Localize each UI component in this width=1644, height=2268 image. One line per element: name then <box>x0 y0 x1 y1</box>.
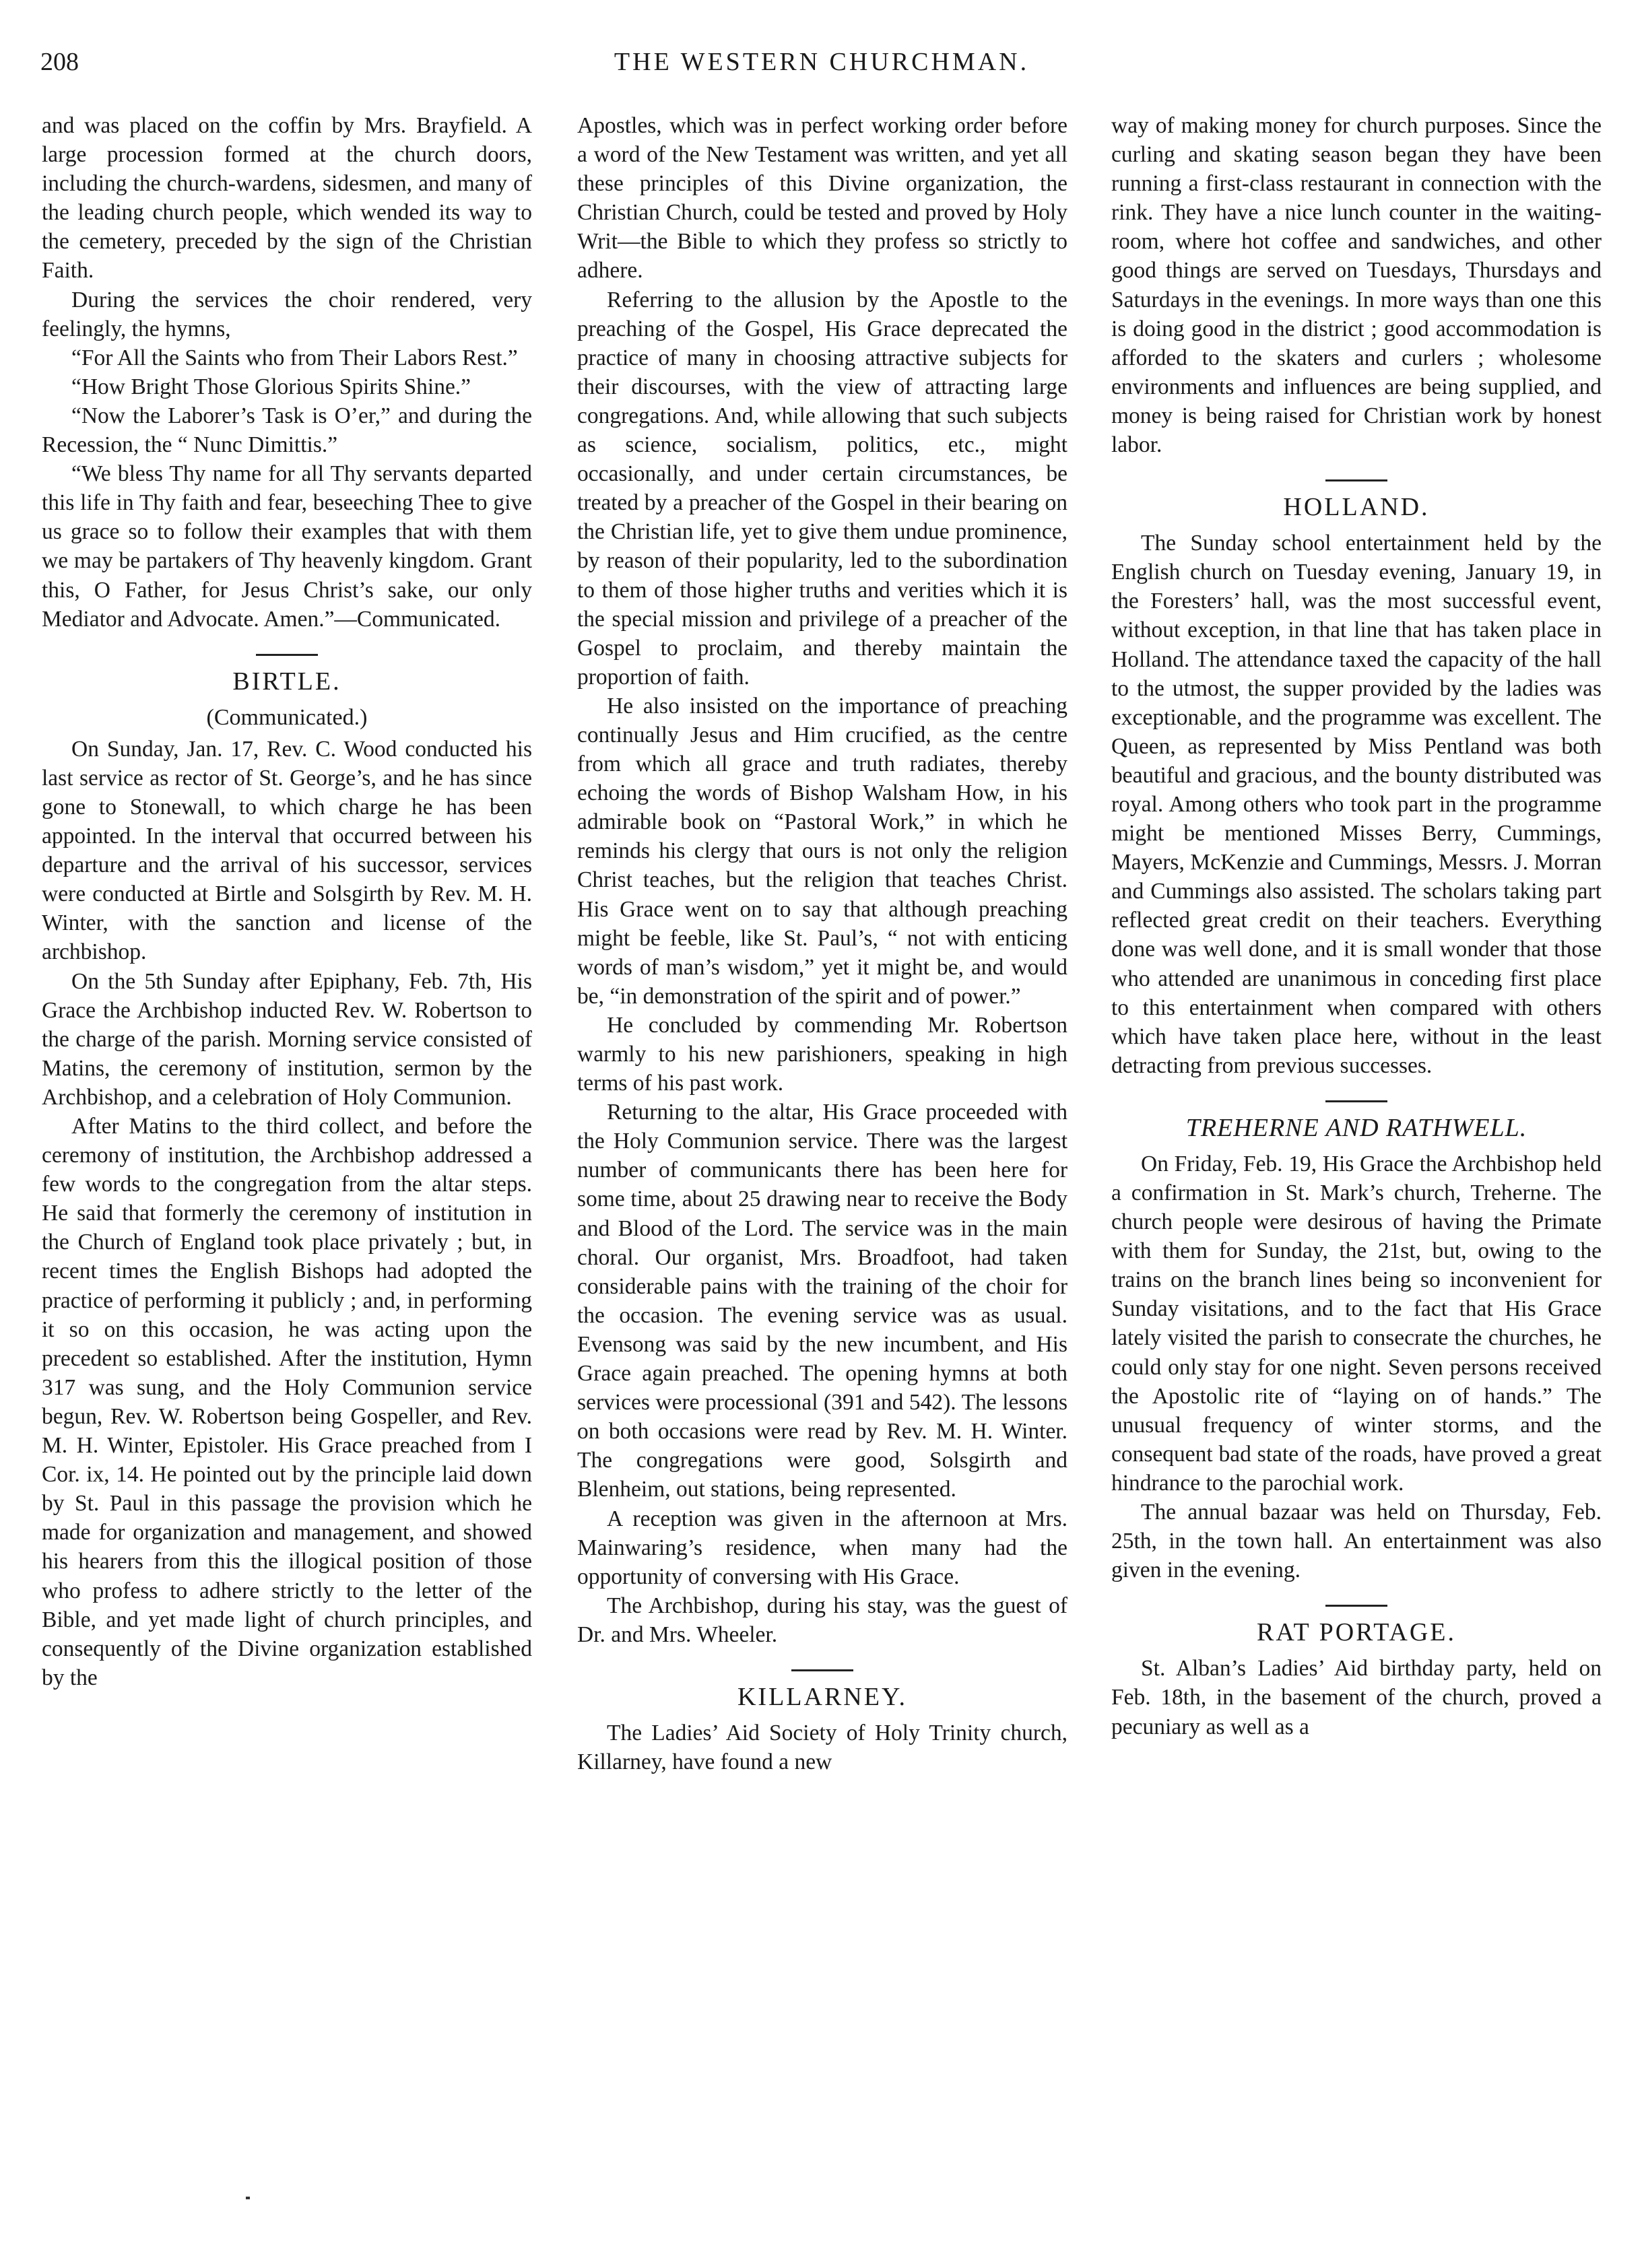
column-2 <box>577 111 1067 2192</box>
hymn-title: “Now the Laborer’s Task is O’er,” and during the Recession, the “ Nunc Dimittis.” <box>42 403 532 458</box>
section-heading-treherne: TREHERNE AND RATHWELL. <box>1185 1113 1527 1142</box>
print-smudge <box>246 2197 250 2199</box>
paragraph: A reception was given in the afternoon at Mrs. Mainwaring’s residence, when many had the opportunity of conversing with His Grace. <box>577 1506 1067 1589</box>
column-3 <box>1111 111 1602 2192</box>
prayer: “We bless Thy name for all Thy servants departed this life in Thy faith and fear, beseeching Thee to give us grace so to follow their examples that with them we may be partakers of Thy heavenly kingdom. Grant this, O Father, for Jesus Christ’s sake, our only Mediator and Advocate. Amen.”—Communicated. <box>42 461 532 632</box>
section-divider <box>256 654 318 656</box>
hymn-title: “For All the Saints who from Their Labors Rest.” <box>71 345 518 370</box>
paragraph: St. Alban’s Ladies’ Aid birthday party, held on Feb. 18th, in the basement of the church, proved a pecuniary as well as a <box>1111 1656 1602 1739</box>
section-heading-rat-portage: RAT PORTAGE. <box>1256 1618 1456 1647</box>
paragraph: During the services the choir rendered, very feelingly, the hymns, <box>42 287 532 341</box>
section-subheading: (Communicated.) <box>206 704 368 730</box>
paragraph: He concluded by commending Mr. Robertson warmly to his new parishioners, speaking in high terms of his past work. <box>577 1012 1067 1096</box>
paragraph: He also insisted on the importance of preaching continually Jesus and Him crucified, as the centre from which all grace and truth radiates, thereby echoing the words of Bishop Walsham How, in his admirable book on “Pastoral Work,” in which he reminds his clergy that ours is not only the religion Christ teaches, but the religion that teaches Christ. His Grace went on to say that although preaching might be feeble, like St. Paul’s, “ not with enticing words of man’s wisdom,” yet it might be, and would be, “in demonstration of the spirit and of power.” <box>577 693 1067 1009</box>
paragraph: The Sunday school entertainment held by the English church on Tuesday evening, January 19, in the Foresters’ hall, was the most successful event, without exception, in that line that has taken place in Holland. The attendance taxed the capacity of the hall to the utmost, the supper provided by the ladies was exceptionable, and the programme was excellent. The Queen, as represented by Miss Pentland was both beautiful and gracious, and the bounty distributed was royal. Among others who took part in the programme might be mentioned Misses Berry, Cummings, Mayers, McKenzie and Cummings, Messrs. J. Morran and Cummings also assisted. The scholars taking part reflected great credit on their teachers. Everything done was well done, and it is small wonder that those who attended are unanimous in conceding first place to this entertainment when compared with others which have taken place here, without in the least detracting from previous successes. <box>1111 531 1602 1078</box>
paragraph: Returning to the altar, His Grace proceeded with the Holy Communion service. There was the largest number of communicants there has been here for some time, about 25 drawing near to receive the Body and Blood of the Lord. The service was in the main choral. Our organist, Mrs. Broadfoot, had taken considerable pains with the training of the choir for the occasion. The evening service was as usual. Evensong was said by the new incumbent, and His Grace again preached. The opening hymns at both services were processional (391 and 542). The lessons on both occasions were read by Rev. M. H. Winter. The congregations were good, Solsgirth and Blenheim, out stations, being represented. <box>577 1100 1067 1502</box>
paragraph: way of making money for church purposes. Since the curling and skating season began they have been running a first-class restaurant in connection with the rink. They have a nice lunch counter in the waiting-room, where hot coffee and sandwiches, and other good things are served on Tuesdays, Thursdays and Saturdays in the evenings. In more ways than one this is doing good in the district ; good accommodation is afforded to the skaters and curlers ; wholesome environments and influences are being supplied, and money is being raised for Christian work by honest labor. <box>1111 113 1602 458</box>
section-divider <box>791 1669 853 1671</box>
section-heading-holland: HOLLAND. <box>1283 493 1430 522</box>
paragraph: and was placed on the coffin by Mrs. Brayfield. A large procession formed at the church doors, including the church-wardens, sidesmen, and many of the leading church people, which wended its way to the cemetery, preceded by the sign of the Christian Faith. <box>42 113 532 284</box>
paragraph: On Sunday, Jan. 17, Rev. C. Wood conducted his last service as rector of St. George’s, and he has since gone to Stonewall, to which charge he has been appointed. In the interval that occurred between his departure and the arrival of his successor, services were conducted at Birtle and Solsgirth by Rev. M. H. Winter, with the sanction and license of the archbishop. <box>42 736 532 965</box>
paragraph: On Friday, Feb. 19, His Grace the Archbishop held a confirmation in St. Mark’s church, Treherne. The church people were desirous of having the Primate with them for Sunday, the 21st, but, owing to the trains on the branch lines being so inconvenient for Sunday visitations, and to the fact that His Grace lately visited the parish to consecrate the churches, he could only stay for one night. Seven persons received the Apostolic rite of “laying on of hands.” The unusual frequency of winter storms, and the consequent bad state of the roads, have proved a great hindrance to the parochial work. <box>1111 1151 1602 1496</box>
hymn-title: “How Bright Those Glorious Spirits Shine.” <box>71 374 471 399</box>
paragraph: Referring to the allusion by the Apostle to the preaching of the Gospel, His Grace deprecated the practice of many in choosing attractive subjects for their discourses, with the view of attracting large congregations. And, while allowing that such subjects as science, socialism, politics, etc., might occasionally, and under certain circumstances, be treated by a preacher of the Gospel in their bearing on the Christian life, yet to give them undue prominence, by reason of their popularity, led to the subordination to them of those higher truths and verities which it is the special mission and privilege of a preacher of the Gospel to proclaim, and thereby maintain the proportion of faith. <box>577 287 1067 690</box>
paragraph: The annual bazaar was held on Thursday, Feb. 25th, in the town hall. An entertainment was also given in the evening. <box>1111 1500 1602 1583</box>
paragraph: After Matins to the third collect, and before the ceremony of institution, the Archbishop addressed a few words to the congregation from the altar steps. He said that formerly the ceremony of institution in the Church of England took place privately ; but, in recent times the English Bishops had adopted the practice of performing it publicly ; and, in performing it so on this occasion, he was acting upon the precedent so established. After the institution, Hymn 317 was sung, and the Holy Communion service begun, Rev. W. Robertson being Gospeller, and Rev. M. H. Winter, Epistoler. His Grace preached from I Cor. ix, 14. He pointed out by the principle laid down by St. Paul in this passage the provision which he made for organization and management, and showed his hearers from this the illogical position of those who profess to adhere strictly to the letter of the Bible, and yet made light of church principles, and consequently of the Divine organization established by the <box>42 1114 532 1690</box>
paragraph: On the 5th Sunday after Epiphany, Feb. 7th, His Grace the Archbishop inducted Rev. W. Robertson to the charge of the parish. Morning service consisted of Matins, the ceremony of institution, sermon by the Archbishop, and a celebration of Holy Communion. <box>42 968 532 1110</box>
section-divider <box>1325 1605 1387 1607</box>
page-header <box>40 47 1603 88</box>
column-1 <box>42 111 532 2192</box>
section-divider <box>1325 479 1387 481</box>
section-divider <box>1325 1100 1387 1102</box>
paragraph: The Archbishop, during his stay, was the guest of Dr. and Mrs. Wheeler. <box>577 1593 1067 1647</box>
running-title: THE WESTERN CHURCHMAN. <box>614 48 1030 76</box>
paragraph: Apostles, which was in perfect working order before a word of the New Testament was written, and yet all these principles of this Divine organization, the Christian Church, could be tested and proved by Holy Writ—the Bible to which they profess so strictly to adhere. <box>577 113 1067 284</box>
section-heading-birtle: BIRTLE. <box>232 667 341 696</box>
section-heading-killarney: KILLARNEY. <box>737 1682 907 1711</box>
paragraph: The Ladies’ Aid Society of Holy Trinity church, Killarney, have found a new <box>577 1720 1067 1775</box>
page-number: 208 <box>40 48 79 76</box>
